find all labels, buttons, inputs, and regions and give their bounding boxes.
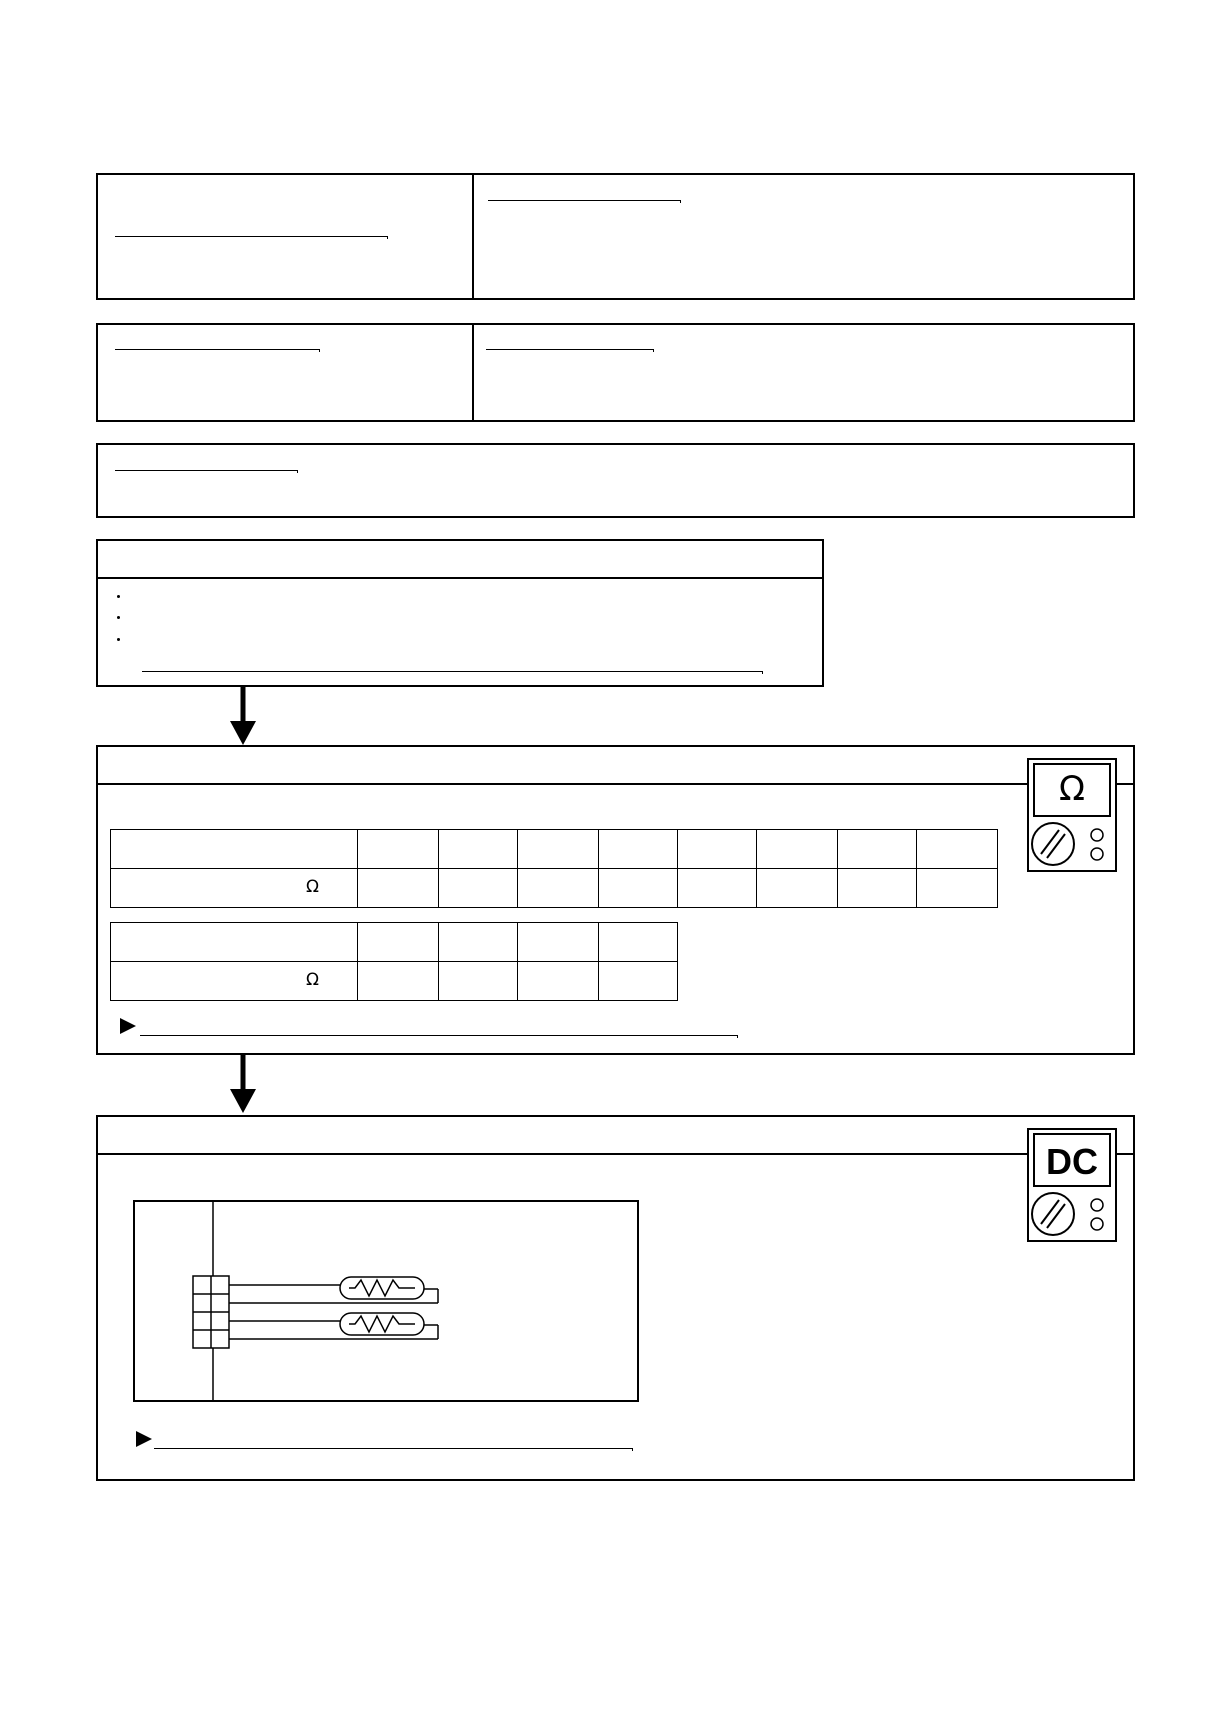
table-row	[111, 869, 998, 908]
table-cell	[838, 869, 917, 908]
connector-icon	[193, 1276, 229, 1348]
heater-element-icon	[340, 1277, 424, 1299]
column-divider	[472, 325, 474, 420]
table-cell	[757, 869, 838, 908]
table-cell	[599, 923, 678, 962]
table-cell	[439, 869, 518, 908]
table-cell	[439, 830, 518, 869]
note-box	[96, 443, 1135, 518]
table-cell	[678, 830, 757, 869]
underline-field	[154, 1448, 633, 1451]
table-cell	[599, 869, 678, 908]
column-divider	[472, 175, 474, 298]
right-triangle-icon	[120, 1018, 136, 1034]
header-info-box	[96, 173, 1135, 300]
table-cell	[111, 830, 358, 869]
voltage-check-box	[96, 1115, 1135, 1481]
table-cell	[358, 830, 439, 869]
underline-field	[486, 349, 654, 352]
circuit-diagram	[133, 1200, 639, 1402]
table-row	[111, 962, 678, 1001]
underline-field	[115, 470, 298, 473]
table-cell	[111, 869, 358, 908]
table-cell	[358, 962, 439, 1001]
table-row	[111, 923, 678, 962]
bullet	[117, 616, 120, 619]
table-cell	[358, 923, 439, 962]
table-cell	[439, 962, 518, 1001]
precondition-box	[96, 539, 824, 687]
table-cell	[678, 869, 757, 908]
table-cell	[518, 830, 599, 869]
table-cell	[518, 923, 599, 962]
table-cell	[599, 830, 678, 869]
resistance-check-box	[96, 745, 1135, 1055]
ohmmeter-display: Ω	[1059, 769, 1085, 809]
secondary-info-box	[96, 323, 1135, 422]
underline-field	[115, 349, 320, 352]
underline-field	[142, 671, 763, 674]
ohm-unit: Ω	[306, 970, 319, 990]
table-cell	[358, 869, 439, 908]
right-triangle-icon	[136, 1431, 152, 1447]
table-cell	[757, 830, 838, 869]
underline-field	[488, 200, 681, 203]
table-cell	[599, 962, 678, 1001]
table-cell	[838, 830, 917, 869]
underline-field	[115, 236, 388, 239]
table-cell	[439, 923, 518, 962]
underline-field	[140, 1035, 738, 1038]
table-row	[111, 830, 998, 869]
resistance-table-2	[110, 922, 678, 1001]
table-cell	[518, 869, 599, 908]
table-cell	[111, 923, 358, 962]
heater-element-icon	[340, 1313, 424, 1335]
table-cell	[518, 962, 599, 1001]
table-cell	[917, 869, 998, 908]
down-arrow-icon	[228, 1055, 258, 1113]
resistance-table-1	[110, 829, 998, 908]
dc-voltmeter-display: DC	[1046, 1141, 1098, 1182]
header-divider	[98, 783, 1133, 785]
header-divider	[98, 1153, 1133, 1155]
bullet	[117, 595, 120, 598]
ohm-unit: Ω	[306, 877, 319, 897]
table-cell	[111, 962, 358, 1001]
header-divider	[98, 577, 822, 579]
table-cell	[917, 830, 998, 869]
bullet	[117, 638, 120, 641]
down-arrow-icon	[228, 687, 258, 745]
